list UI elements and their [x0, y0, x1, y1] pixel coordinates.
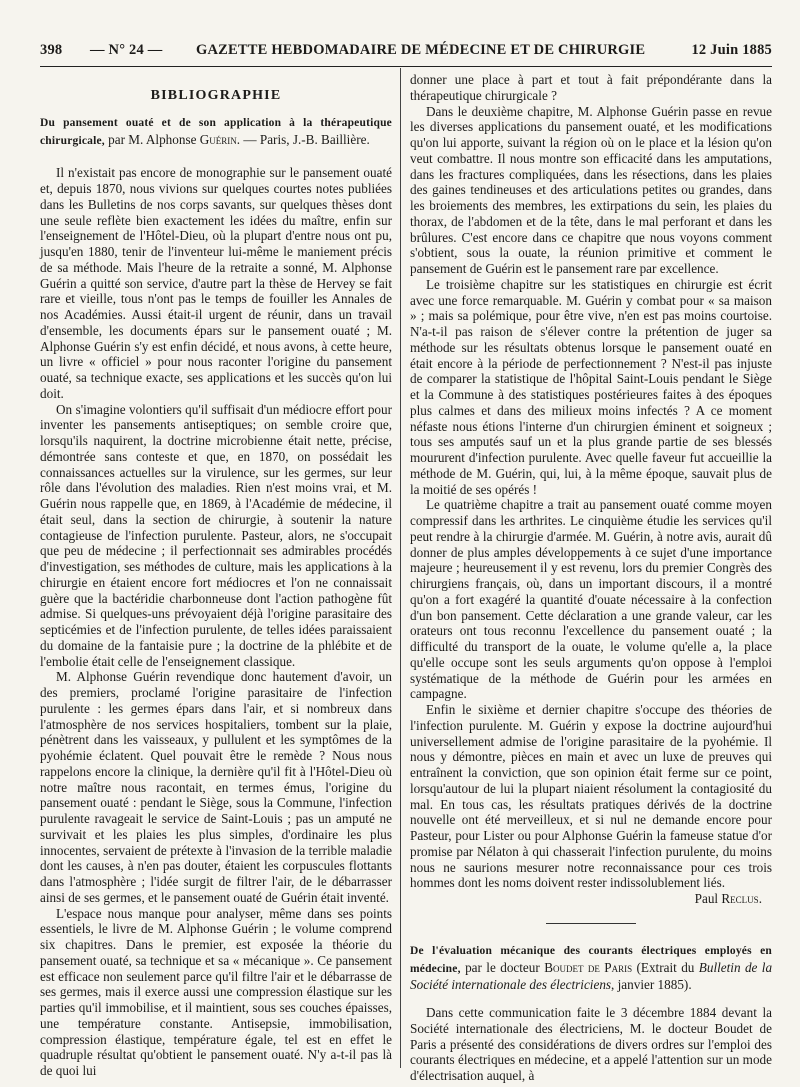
paragraph-continuation: donner une place à part et tout à fait prépondérante dans la thérapeutique chirurgicale ? [410, 72, 772, 103]
review-title: Du pansement ouaté et de son application à la thérapeutique chirurgicale, [40, 116, 392, 147]
issue-date: 12 Juin 1885 [691, 42, 772, 58]
paragraph: Il n'existait pas encore de monographie sur le pansement ouaté et, depuis 1870, nous vivions sur quelques courtes notes publiées dans les Bulletins de nos corps savants, sur quelques thèses dont une seule reflète bien exactement les idées du maître, enfin sur l'enseignement de l'Hôtel-Dieu, où la plupart d'entre nous ont pu, jusqu'en 1880, tenir de l'inventeur lui-même le maniement précis de sa méthode. Mais l'heure de la retraite a sonné, M. Alphonse Guérin a quitté son service, d'autre part la thèse de Hervey se fait rare et vieille, tous n'ont pas le temps de fouiller les Annales de nos Académies. Aussi était-il urgent de réunir, dans un travail d'ensemble, les documents épars sur le pansement ouaté ; M. Alphonse Guérin s'y est enfin décidé, et nous avons, à cette heure, un livre « officiel » pour nous raconter l'origine du pansement ouaté, sa technique exacte, ses applications et les succès qu'on lui doit. [40, 165, 392, 401]
paragraph: Le troisième chapitre sur les statistiques en chirurgie est écrit avec une force remarquable. M. Guérin y combat pour « sa maison » ; mais sa polémique, pour être vive, n'en est pas moins courtoise. N'a-t-il pas raison de s'élever contre la prétention de juger sa méthode sur les résultats obtenus lorsque le pansement ouaté en était encore à la période de perfectionnement ? N'est-il pas injuste de comparer la statistique de l'hôpital Saint-Louis pendant le Siège et la Commune à des statistiques postérieures faites à des époques plus calmes et dans des milieux moins infectés ? A ce moment néfaste nous étions l'interne d'un chirurgien éminent et soigneux ; tous ses amputés sauf un et la plus grande partie de ses blessés moururent d'infection purulente. Avec quelle faveur fut accueillie la méthode de M. Guérin, qui, lui, à la même époque, sauvait plus de la moitié de ses opérés ! [410, 276, 772, 497]
review-reference [40, 114, 392, 150]
review-publisher: . — Paris, J.-B. Baillière. [236, 131, 370, 147]
review-author: Boudet de Paris [544, 959, 633, 975]
right-column [410, 72, 772, 1084]
signature: Paul Reclus. [694, 891, 762, 906]
review-source-suffix: , janvier 1885). [611, 977, 692, 993]
review-title: De l'évaluation mécanique des courants électriques employés en médecine, [410, 944, 772, 975]
paragraph: Le quatrième chapitre a trait au pansement ouaté comme moyen compressif dans les arthrites. Le cinquième étudie les services qu'il peut rendre à la chirurgie d'armée. M. Guérin, à notre avis, aurait dû donner de plus amples développements à ce sujet d'une importance majeure ; heureusement il y est revenu, lors du premier Congrès des chirurgiens français, où, dans un important discours, il a montré qu'on a fort exagéré la quantité d'ouate nécessaire à la confection d'un bon pansement. Cette déclaration a une grande valeur, car les orateurs ont tous reconnu l'excellence du pansement ouaté ; la difficulté du transport de la ouate, le volume qu'elle a, la place qu'elle occupe sont les seuls arguments qu'on oppose à l'emploi systématique de la méthode de Guérin pour les armées en campagne. [410, 497, 772, 702]
review-author-prefix: par M. Alphonse [108, 131, 197, 147]
paragraph: Dans le deuxième chapitre, M. Alphonse Guérin passe en revue les diverses applications du pansement ouaté, et les modifications qu'on lui apporte, suivant la région où on le place et la lésion qu'on veut combattre. Il nous montre son efficacité dans les amputations, dans les fractures compliquées, dans les résections, dans les plaies des gaines tendineuses et des articulations petites ou grandes, dans les broiements des membres, les extirpations du sein, les plaies du thorax, de l'abdomen et de la tête, dans le mal perforant et dans les brûlures. C'est encore dans ce chapitre que nous voyons comment s'obtient, sous la ouate, la réunion primitive et comment le pansement de Guérin est le pansement rare par excellence. [410, 103, 772, 276]
section-title: BIBLIOGRAPHIE [150, 88, 282, 103]
signature-surname: Reclus [721, 891, 759, 906]
review-author: Guérin [199, 131, 237, 147]
paragraph: On s'imagine volontiers qu'il suffisait d'un médiocre effort pour inventer les pansements antiseptiques; on semble croire que, lorsqu'ils naquirent, la doctrine microbienne était nette, précise, démontrée sans conteste et que, en 1870, on possédait les connaissances actuelles sur la virulence, sur les germes, sur leur rôle dans l'évolution des maladies. Rien n'est moins vrai, et M. Guérin nous rappelle que, en 1869, à l'Académie de médecine, il était seul, dans la section de chirurgie, à soutenir la nature contagieuse de l'infection purulente. Pasteur, alors, ne s'occupait que peu de médecine ; il perfectionnait ses admirables procédés d'investigation, ses méthodes de culture, mais les applications à la chirurgie en étaient encore fort médiocres et l'on ne connaissait guère que la bactéridie charbonneuse dont l'action pathogène fût admise. Si quelques-uns prévoyaient déjà l'origine parasitaire des septicémies et de l'infection purulente, de telles idées paraissaient du domaine de la fantaisie pure ; la doctrine de la phlébite et de l'embolie était celle de l'enseignement classique. [40, 401, 392, 669]
review-source-prefix: (Extrait du [636, 959, 695, 975]
paragraph: Enfin le sixième et dernier chapitre s'occupe des théories de l'infection purulente. M. Guérin y expose la doctrine aujourd'hui universellement admise de l'origine parasitaire de la pyohémie. Il nous y démontre, pièces en main et avec un luxe de preuves qui entraînent la conviction, que son opinion était ferme sur ce point, lorsqu'autour de lui la plupart niaient résolument la contagiosité du mal. En tous cas, les résultats pratiques dérivés de la doctrine nouvelle ont été merveilleux, et si nul ne demande encore pour Pasteur, pour Lister ou pour Alphonse Guérin la fameuse statue d'or promise par Nélaton à qui chasserait l'infection purulente, du moins nous ne saurions mesurer notre reconnaissance pour ces trois hommes dont les noms doivent rester indissolublement liés. [410, 702, 772, 891]
journal-title: GAZETTE HEBDOMADAIRE DE MÉDECINE ET DE CHIRURGIE [196, 42, 646, 58]
left-column [40, 88, 392, 1079]
page-number: 398 [40, 42, 63, 58]
page-header [40, 42, 772, 64]
review-author-prefix: par le docteur [465, 959, 540, 975]
header-rule [40, 66, 772, 67]
paragraph: Dans cette communication faite le 3 décembre 1884 devant la Société internationale des électriciens, M. le docteur Boudet de Paris a présenté des considérations de divers ordres sur l'emploi des courants électriques en médecine, et a appelé l'attention sur un mode d'électrisation auquel, à [410, 1005, 772, 1083]
signature-name: Paul [694, 891, 719, 906]
section-separator [546, 923, 636, 924]
review-reference [410, 942, 772, 993]
paragraph: M. Alphonse Guérin revendique donc hautement d'avoir, un des premiers, proclamé l'origine parasitaire de l'infection purulente : les germes épars dans l'air, et si nombreux dans l'atmosphère de nos services hospitaliers, tombent sur la plaie, pénètrent dans les vaisseaux, y pullulent et les symptômes de la pyohémie éclatent. Quel pouvait être le remède ? Nous nous rappelons encore la clinique, la dernière qu'il fit à l'Hôtel-Dieu où notre maître nous racontait, en termes émus, l'origine du pansement ouaté : pendant le Siège, sous la Commune, l'infection purulente ravageait le service de Saint-Louis ; pas un amputé ne survivait et les plaies les plus simples, d'ordinaire les plus innocentes, servaient de prétexte à l'invasion de la terrible maladie dont les causes, à n'en pas douter, étaient les corpuscules flottants dans l'atmosphère ; l'idée surgit de filtrer l'air, de le débarrasser ainsi de ses germes, et le pansement ouaté de Guérin était inventé. [40, 669, 392, 905]
review-source: Bulletin de la Société internationale des électriciens [410, 959, 773, 993]
issue-number: — N° 24 — [90, 42, 163, 58]
column-divider [400, 68, 401, 1068]
paragraph: L'espace nous manque pour analyser, même dans ses points essentiels, le livre de M. Alphonse Guérin ; le volume comprend six chapitres. Dans le premier, est exposée la théorie du pansement ouaté, sa technique et sa « mécanique ». Ce pansement est efficace non seulement parce qu'il filtre l'air et le débarrasse de ses germes, mais il exerce aussi une compression élastique sur les parties qu'il immobilise, et il maintient, sous ses couches épaisses, une température constante. Antisepsie, immobilisation, compression élastique, température égale, tel est en effet le quadruple résultat qu'obtient le pansement ouaté. N'y a-t-il pas là de quoi lui [40, 905, 392, 1078]
